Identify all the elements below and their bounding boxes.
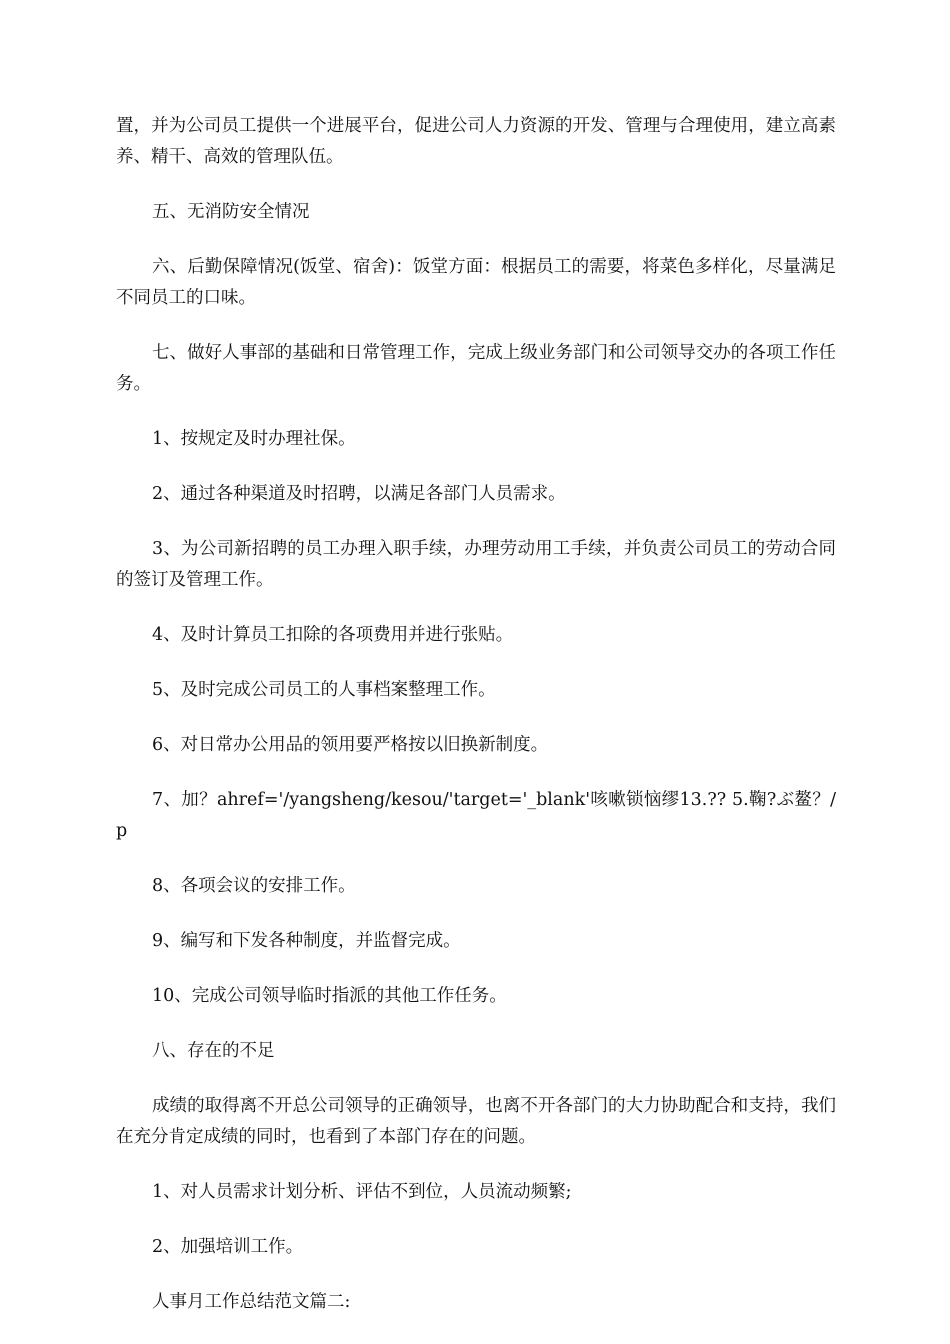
document-body: [116, 111, 836, 1342]
paragraph-8: 4、及时计算员工扣除的各项费用并进行张贴。: [152, 625, 514, 645]
paragraph-12: 8、各项会议的安排工作。: [152, 876, 356, 896]
paragraph-3: 六、后勤保障情况(饭堂、宿舍)：饭堂方面：根据员工的需要，将菜色多样化，尽量满足不同员工的口味。: [116, 257, 836, 308]
paragraph-11: 7、加？ahref='/yangsheng/kesou/'target='_blank'咳嗽锁恼缪13.?? 5.鞠?ぶ鳌？/p: [116, 790, 836, 841]
paragraph-6: 2、通过各种渠道及时招聘，以满足各部门人员需求。: [152, 484, 566, 504]
paragraph-16: 成绩的取得离不开总公司领导的正确领导，也离不开各部门的大力协助配合和支持，我们在充分肯定成绩的同时，也看到了本部门存在的问题。: [116, 1096, 836, 1147]
paragraph-5: 1、按规定及时办理社保。: [152, 429, 356, 449]
paragraph-7: 3、为公司新招聘的员工办理入职手续，办理劳动用工手续，并负责公司员工的劳动合同的签订及管理工作。: [116, 539, 836, 590]
paragraph-4: 七、做好人事部的基础和日常管理工作，完成上级业务部门和公司领导交办的各项工作任务。: [116, 343, 836, 394]
paragraph-13: 9、编写和下发各种制度，并监督完成。: [152, 931, 461, 951]
paragraph-17: 1、对人员需求计划分析、评估不到位，人员流动频繁;: [152, 1182, 572, 1202]
paragraph-10: 6、对日常办公用品的领用要严格按以旧换新制度。: [152, 735, 549, 755]
paragraph-19: 人事月工作总结范文篇二:: [152, 1292, 351, 1312]
paragraph-1: 置，并为公司员工提供一个进展平台，促进公司人力资源的开发、管理与合理使用，建立高素养、精干、高效的管理队伍。: [116, 116, 836, 167]
paragraph-9: 5、及时完成公司员工的人事档案整理工作。: [152, 680, 496, 700]
paragraph-14: 10、完成公司领导临时指派的其他工作任务。: [152, 986, 507, 1006]
paragraph-15: 八、存在的不足: [152, 1041, 275, 1061]
paragraph-18: 2、加强培训工作。: [152, 1237, 304, 1257]
paragraph-2: 五、无消防安全情况: [152, 202, 310, 222]
